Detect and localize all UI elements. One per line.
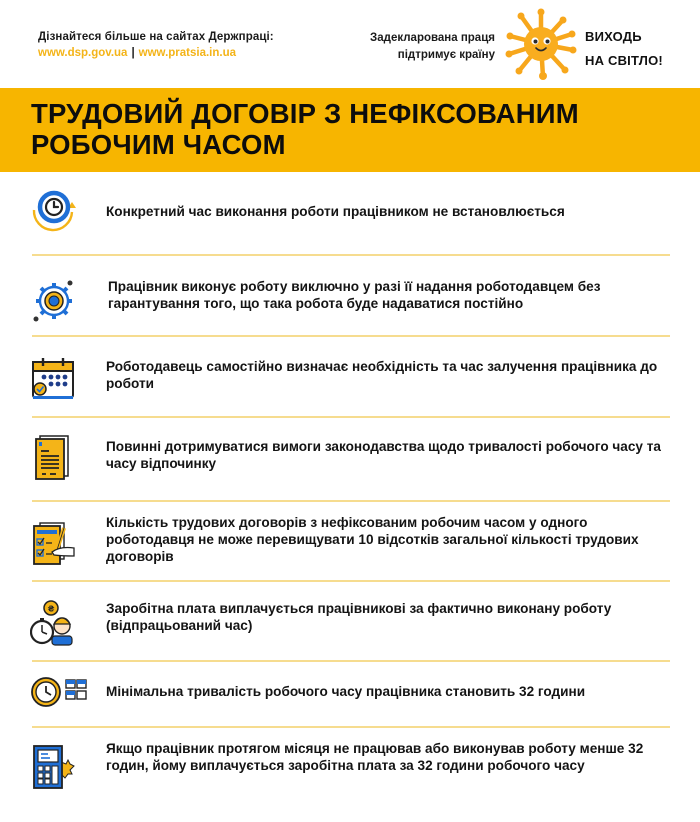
link-dsp[interactable]: www.dsp.gov.ua (38, 47, 128, 59)
svg-text:₴: ₴ (47, 604, 55, 614)
divider (32, 726, 670, 728)
list-item (0, 514, 700, 570)
divider (32, 660, 670, 662)
item-text: Заробітна плата виплачується працівникові за фактично виконану роботу (відпрацьований час) (106, 601, 612, 633)
list-item (0, 352, 700, 400)
item-text: Кількість трудових договорів з нефіксованим робочим часом у одного роботодавця не може перевищувати 10 відсотків загальної кількості трудових договорів (106, 515, 639, 564)
clock-schedule-icon (30, 674, 90, 720)
title-banner (0, 88, 700, 172)
list-item (0, 594, 700, 642)
tagline-line-1: Задекларована праця (370, 32, 495, 44)
calculator-gear-icon (30, 744, 76, 790)
list-item (0, 740, 700, 796)
list-item (0, 674, 700, 710)
item-text: Роботодавець самостійно визначає необхідність та час залучення працівника до роботи (106, 359, 658, 391)
divider (32, 335, 670, 337)
brand-line-2: НА СВІТЛО! (585, 53, 663, 68)
page-title-line-1: ТРУДОВИЙ ДОГОВІР З НЕФІКСОВАНИМ (31, 98, 579, 129)
worker-stopwatch-coin-icon (30, 600, 76, 646)
item-text: Якщо працівник протягом місяця не працював або виконував роботу менше 32 годин, йому виплачується заробітна плата за 32 години робочого часу (106, 741, 644, 773)
divider (32, 500, 670, 502)
tagline (370, 30, 495, 64)
divider (32, 254, 670, 256)
brand-line-1: ВИХОДЬ (585, 29, 642, 44)
info-links (38, 45, 274, 61)
link-pratsia[interactable]: www.pratsia.in.ua (138, 47, 237, 59)
item-text: Мінімальна тривалість робочого часу працівника становить 32 години (106, 684, 586, 699)
checklist-pen-icon (30, 520, 76, 566)
list-item (0, 432, 700, 480)
tagline-line-2: підтримує країну (397, 49, 495, 61)
item-text: Повинні дотримуватися вимоги законодавства щодо тривалості робочого часу та часу відпочинку (106, 439, 661, 471)
calendar-check-icon (30, 356, 76, 402)
document-icon (30, 434, 76, 480)
list-item (0, 188, 700, 236)
link-separator: | (131, 47, 135, 59)
brand-logo-text (585, 25, 663, 73)
item-text: Працівник виконує роботу виключно у разі її надання роботодавцем без гарантування того, що така робота буде надаватися постійно (108, 279, 601, 311)
divider (32, 580, 670, 582)
sun-mascot-icon (505, 8, 577, 80)
item-text: Конкретний час виконання роботи працівником не встановлюється (106, 204, 565, 219)
page-title (31, 98, 671, 160)
header (0, 0, 700, 88)
divider (32, 416, 670, 418)
gear-coin-icon (30, 278, 76, 324)
info-block (38, 30, 274, 61)
clock-cycle-icon (30, 188, 76, 234)
info-title: Дізнайтеся більше на сайтах Держпраці: (38, 31, 274, 43)
list-item (0, 272, 700, 320)
page-title-line-2: РОБОЧИМ ЧАСОМ (31, 129, 286, 160)
